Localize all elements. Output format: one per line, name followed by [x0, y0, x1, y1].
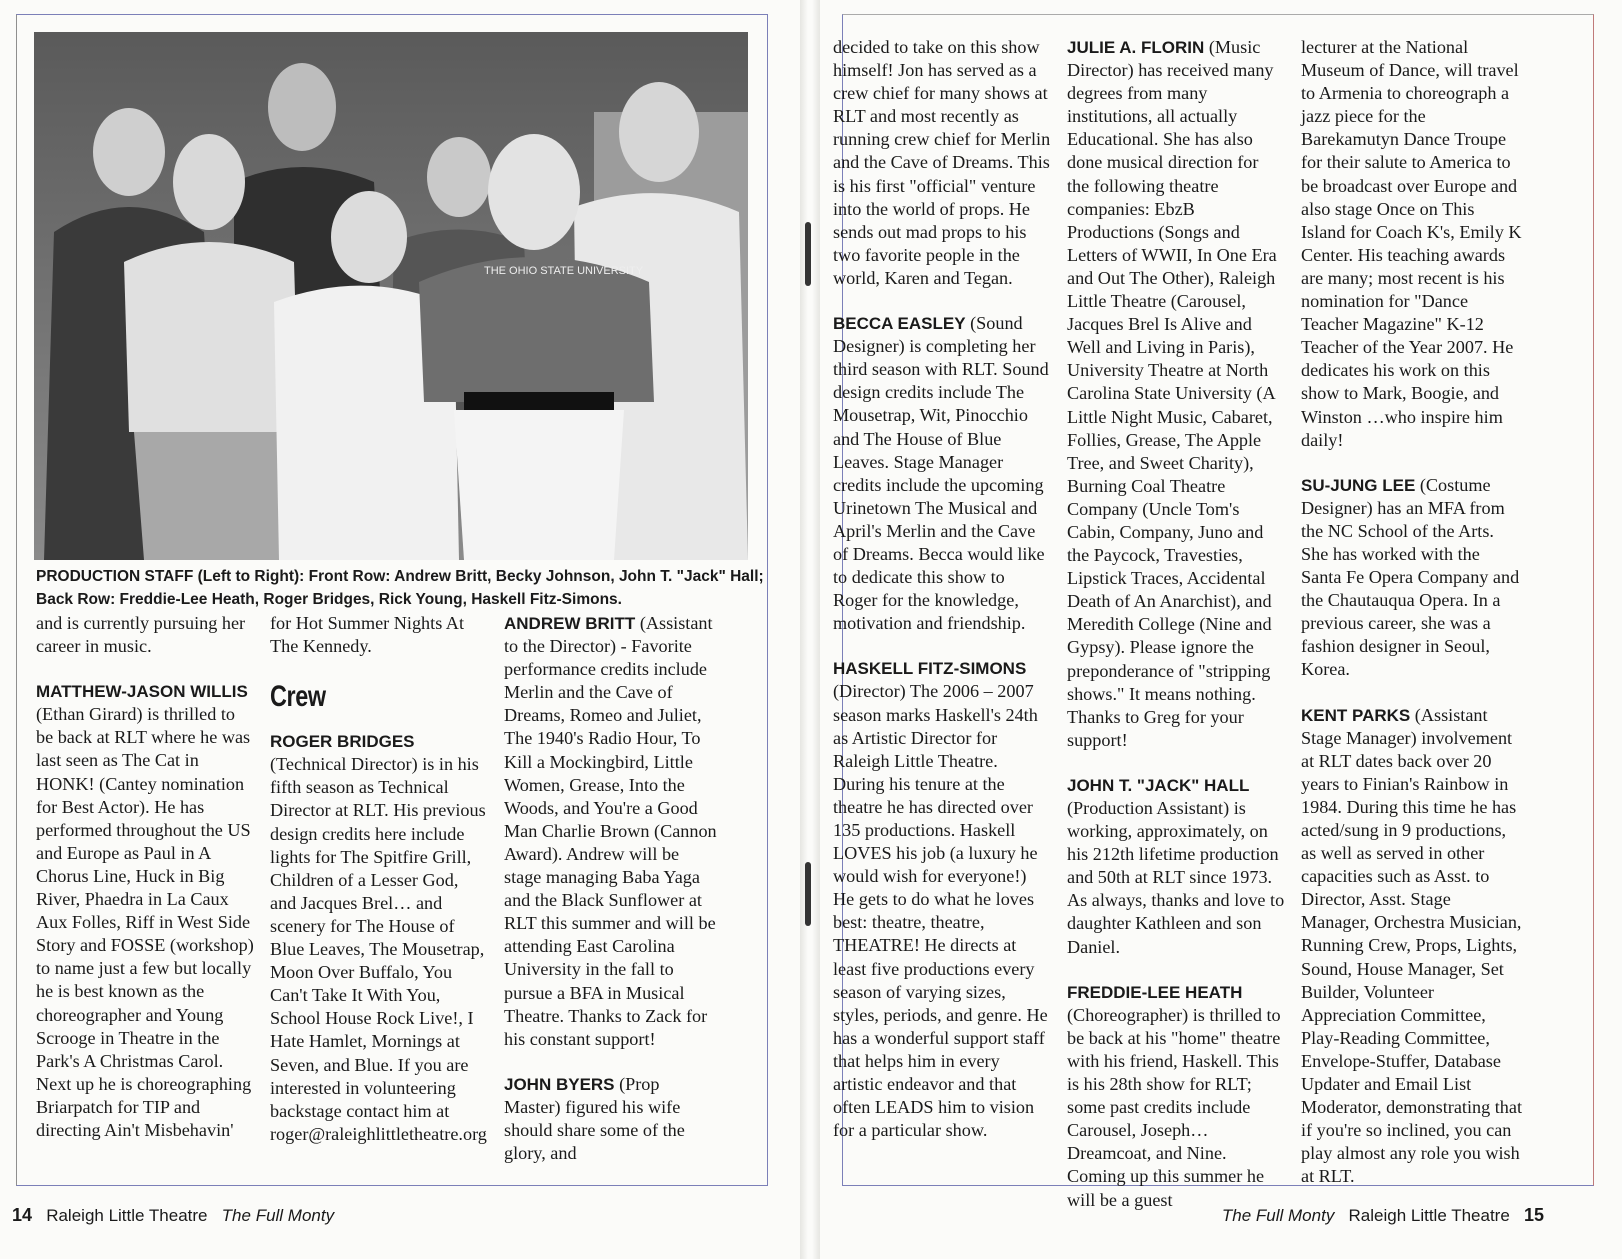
right-column-2	[1067, 36, 1285, 1234]
bio-byers	[504, 1073, 720, 1165]
bio-text: (Assistant to the Director) - Favorite performance credits include Merlin and the Cave of Dreams, Romeo and Juliet, The 1940's Radio Hour, To Kill a Mockingbird, Little Women, Grease, Into the Woods, and You're a Good Man Charlie Brown (Cannon Award). Andrew will be stage managing Baba Yaga and the Black Sunflower at RLT this summer and will be attending East Carolina University in the fall to pursue a BFA in Musical Theatre. Thanks to Zack for his constant support!	[504, 613, 717, 1049]
staple-bottom	[805, 862, 811, 926]
bio-continuation: for Hot Summer Nights At The Kennedy.	[270, 613, 464, 657]
bio-lee	[1301, 474, 1523, 682]
footer-org: Raleigh Little Theatre	[46, 1206, 208, 1225]
bio-hall	[1067, 774, 1285, 959]
left-column-2	[270, 612, 488, 1168]
bio-name: FREDDIE-LEE HEATH	[1067, 982, 1243, 1002]
staple-top	[805, 222, 811, 286]
production-staff-photo	[34, 32, 748, 560]
bio-continuation: and is currently pursuing her career in music.	[36, 613, 246, 657]
bio-continuation: decided to take on this show himself! Jon has served as a crew chief for many shows at RLT and most recently as running crew chief for Merlin and the Cave of Dreams. This is his first "official" venture into the world of props. He sends out mad props to his two favorite people in the world, Karen and Tegan.	[833, 37, 1051, 288]
bio-name: ANDREW BRITT	[504, 614, 636, 633]
bio-florin	[1067, 36, 1285, 752]
crew-heading: Crew	[270, 680, 326, 714]
photo-caption: PRODUCTION STAFF (Left to Right): Front Row: Andrew Britt, Becky Johnson, John T. "Jack" Hall; Back Row: Freddie-Lee Heath, Roger Bridges, Rick Young, Haskell Fitz-Simons.	[36, 568, 764, 608]
bio-willis	[36, 680, 254, 1142]
bio-heath	[1067, 981, 1285, 1212]
bio-parks	[1301, 704, 1523, 1189]
bio-text: (Director) The 2006 – 2007 season marks Haskell's 24th as Artistic Director for Raleigh Little Theatre. During his tenure at the theatre he has directed over 135 productions. Haskell LOVES his job (a luxury he would wish for everyone!) He gets to do what he loves best: theatre, theatre, THEATRE! He directs at least five productions every season of varying sizes, styles, periods, and genre. He has a wonderful support staff that helps him in every artistic endeavor and that often LEADS him to vision for a particular show.	[833, 681, 1048, 1141]
bio-name: HASKELL FITZ-SIMONS	[833, 659, 1027, 679]
bio-easley	[833, 312, 1051, 635]
bio-britt	[504, 612, 720, 1051]
page-number: 15	[1523, 1205, 1544, 1225]
bio-name: JOHN BYERS	[504, 1074, 615, 1094]
right-column-3	[1301, 36, 1523, 1211]
footer-show: The Full Monty	[1221, 1206, 1335, 1225]
footer-org: Raleigh Little Theatre	[1348, 1206, 1510, 1225]
bio-name: KENT PARKS	[1301, 705, 1411, 725]
left-column-3	[504, 612, 720, 1187]
bio-text: (Prop Master) figured his wife should share some of the glory, and	[504, 1073, 685, 1164]
footer-left	[12, 1205, 334, 1226]
bio-text: (Costume Designer) has an MFA from the NC School of the Arts. She has worked with the Santa Fe Opera Company and the Chautauqua Opera. In a previous career, she was a fashion designer in Seoul, Korea.	[1301, 474, 1520, 680]
right-column-1	[833, 36, 1051, 1164]
bio-text: (Technical Director) is in his fifth season as Technical Director at RLT. His previous design credits here include lights for The Spitfire Grill, Children of a Lesser God, and Jacques Brel… and scenery for The House of Blue Leaves, The Mousetrap, Moon Over Buffalo, You Can't Take It With You, School House Rock Live!, I Hate Hamlet, Mornings at Seven, and Blue. If you are interested in volunteering backstage contact him at roger@raleighlittletheatre.org	[270, 754, 487, 1144]
bio-name: JOHN T. "JACK" HALL	[1067, 775, 1250, 795]
bio-bridges	[270, 730, 488, 1146]
bio-text: (Production Assistant) is working, approximately, on his 212th lifetime production and 50th at RLT since 1973. As always, thanks and love to daughter Kathleen and son Daniel.	[1067, 798, 1285, 957]
bio-name: ROGER BRIDGES	[270, 732, 415, 752]
spine	[800, 0, 820, 1259]
bio-text: (Music Director) has received many degrees from many institutions, all actually Educational. She has also done musical direction for the following theatre companies: EbzB Productions (Songs and Letters of WWII, In One Era and Out The Other), Raleigh Little Theatre (Carousel, Jacques Brel Is Alive and Well and Living in Paris), University Theatre at North Carolina State University (A Little Night Music, Cabaret, Follies, Grease, The Apple Tree, and Sweet Charity), Burning Coal Theatre Company (Uncle Tom's Cabin, Company, Juno and the Paycock, Travesties, Lipstick Traces, Accidental Death of An Anarchist), and Meredith College (Nine and Gypsy). Please ignore the preponderance of "stripping shows." It means nothing. Thanks to Greg for your support!	[1067, 37, 1277, 750]
bio-name: MATTHEW-JASON WILLIS	[36, 682, 248, 702]
bio-text: (Sound Designer) is completing her third season with RLT. Sound design credits include The Mousetrap, Wit, Pinocchio and The House of Blue Leaves. Stage Manager credits include the upcoming Urinetown The Musical and April's Merlin and the Cave of Dreams. Becca would like to dedicate this show to Roger for the knowledge, motivation and friendship.	[833, 313, 1049, 634]
shirt-print: THE OHIO STATE UNIVERSITY	[484, 265, 644, 277]
bio-text: (Ethan Girard) is thrilled to be back at RLT where he was last seen as The Cat in HONK! (Cantey nomination for Best Actor). He has performed throughout the US and Europe as Paul in A Chorus Line, Huck in Big River, Phaedra in La Caux Aux Folles, Riff in West Side Story and FOSSE (workshop) to name just a few but locally he is best known as the choreographer and Young Scrooge in Theatre in the Park's A Christmas Carol. Next up he is choreographing Briarpatch for TIP and directing Ain't Misbehavin'	[36, 704, 254, 1140]
bio-name: SU-JUNG LEE	[1301, 475, 1416, 495]
page-number: 14	[12, 1205, 33, 1225]
footer-show: The Full Monty	[221, 1206, 335, 1225]
bio-fitz-simons	[833, 657, 1051, 1142]
footer-right	[1222, 1205, 1544, 1226]
bio-name: BECCA EASLEY	[833, 314, 966, 334]
left-column-1	[36, 612, 254, 1164]
bio-text: (Choreographer) is thrilled to be back at his "home" theatre with his friend, Haskell. This is his 28th show for RLT; some past credits include Carousel, Joseph…Dreamcoat, and Nine. Coming up this summer he will be a guest	[1067, 1004, 1281, 1210]
bio-text: (Assistant Stage Manager) involvement at RLT dates back over 20 years to Finian's Rainbow in 1984. During this time he has acted/sung in 9 productions, as well as served in other capacities such as Asst. to Director, Asst. Stage Manager, Orchestra Musician, Running Crew, Props, Lights, Sound, House Manager, Set Builder, Volunteer Appreciation Committee, Play-Reading Committee, Envelope-Stuffer, Database Updater and Email List Moderator, demonstrating that if you're so inclined, you can play almost any role you wish at RLT.	[1301, 704, 1523, 1187]
bio-name: JULIE A. FLORIN	[1067, 38, 1205, 57]
bio-continuation: lecturer at the National Museum of Dance, will travel to Armenia to choreograph a jazz piece for the Barekamutyn Dance Troupe for their salute to America to be broadcast over Europe and also stage Once on This Island for Coach K's, Emily K Center. His teaching awards are many; most recent is his nomination for "Dance Teacher Magazine" K-12 Teacher of the Year 2007. He dedicates his work on this show to Mark, Boogie, and Winston …who inspire him daily!	[1301, 37, 1522, 450]
